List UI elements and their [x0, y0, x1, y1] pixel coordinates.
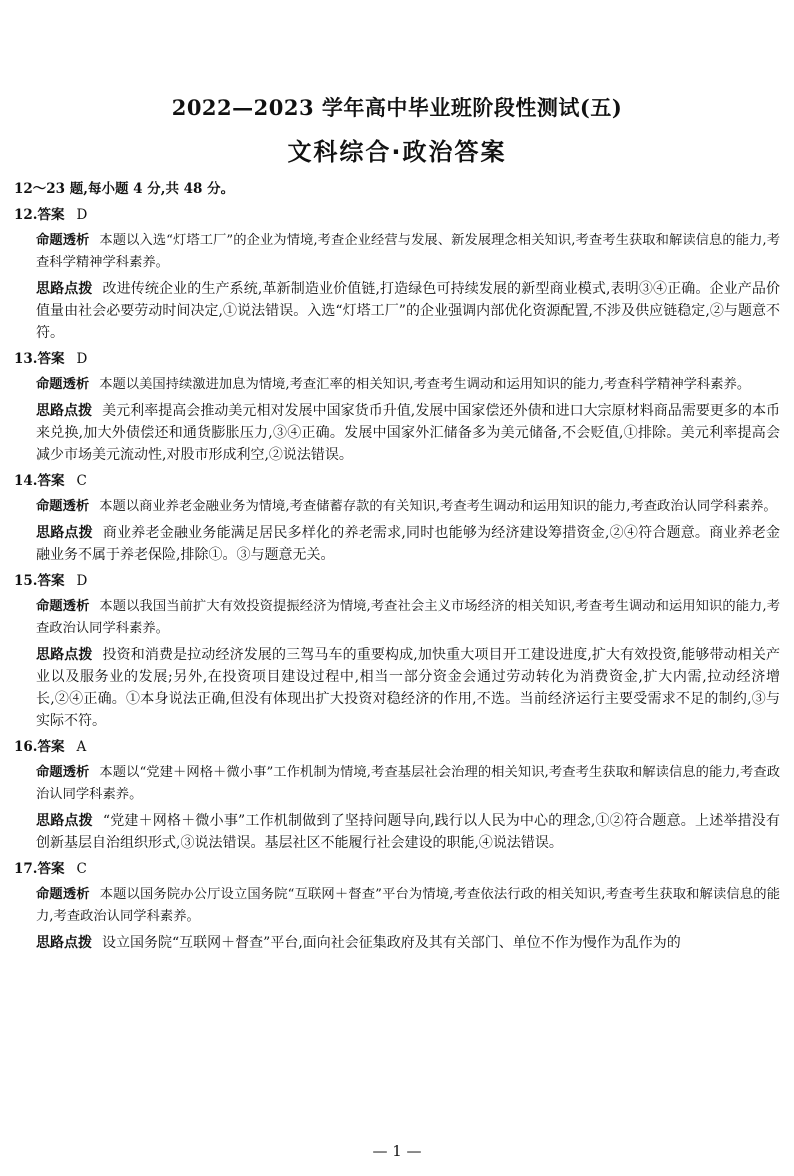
hint-paragraph	[36, 278, 780, 344]
analysis-label: 命题透析	[36, 887, 90, 902]
hint-label: 思路点拨	[36, 935, 92, 951]
answer-choice: D	[76, 207, 88, 223]
hint-label: 思路点拨	[36, 647, 93, 663]
question-list	[14, 204, 780, 954]
analysis-paragraph	[36, 230, 780, 274]
analysis-paragraph	[36, 884, 780, 928]
hint-paragraph	[36, 400, 780, 466]
question-answer-line	[14, 470, 780, 492]
analysis-label: 命题透析	[36, 377, 90, 392]
analysis-label: 命题透析	[36, 599, 90, 614]
answer-label: 答案	[37, 473, 65, 489]
question-block	[14, 736, 780, 854]
exam-subtitle: 文科综合·政治答案	[287, 138, 507, 166]
scoring-intro: 12～23 题,每小题 4 分,共 48 分。	[14, 181, 235, 197]
hint-label: 思路点拨	[36, 813, 93, 829]
question-answer-line	[14, 348, 780, 370]
answer-label: 答案	[37, 207, 65, 223]
analysis-label: 命题透析	[36, 499, 90, 514]
question-answer-line	[14, 736, 780, 758]
question-number: 16.	[14, 739, 38, 755]
answer-label: 答案	[37, 739, 65, 755]
analysis-text: 本题以美国持续激进加息为情境,考查汇率的相关知识,考查考生调动和运用知识的能力,考查科学精神学科素养。	[99, 377, 751, 392]
answer-choice: C	[76, 861, 87, 877]
hint-text: 投资和消费是拉动经济发展的三驾马车的重要构成,加快重大项目开工建设进度,扩大有效投资,能够带动相关产业以及服务业的发展;另外,在投资项目建设过程中,相当一部分资金会通过劳动转化为消费资金,扩大内需,拉动经济增长,②④正确。①本身说法正确,但没有体现出扩大投资对稳经济的作用,不选。当前经济运行主要受需求不足的制约,③与实际不符。	[36, 647, 781, 729]
hint-paragraph	[36, 810, 780, 854]
answer-choice: C	[76, 473, 87, 489]
answer-label: 答案	[37, 351, 65, 367]
question-answer-line	[14, 570, 780, 592]
answer-label: 答案	[37, 573, 65, 589]
question-answer-line	[14, 858, 780, 880]
question-number: 17.	[14, 861, 38, 877]
analysis-label: 命题透析	[36, 765, 90, 780]
analysis-paragraph	[36, 762, 780, 806]
hint-paragraph	[36, 522, 780, 566]
question-number: 12.	[14, 207, 38, 223]
hint-label: 思路点拨	[36, 525, 93, 541]
question-number: 15.	[14, 573, 38, 589]
exam-title: 2022—2023 学年高中毕业班阶段性测试(五)	[171, 95, 623, 120]
hint-paragraph	[36, 932, 780, 954]
analysis-text: 本题以“党建＋网格＋微小事”工作机制为情境,考查基层社会治理的相关知识,考查考生获取和解读信息的能力,考查政治认同学科素养。	[36, 765, 781, 802]
hint-text: “党建＋网格＋微小事”工作机制做到了坚持问题导向,践行以人民为中心的理念,①②符合题意。上述举措没有创新基层自治组织形式,③说法错误。基层社区不能履行社会建设的职能,④说法错误。	[36, 813, 781, 851]
analysis-text: 本题以国务院办公厅设立国务院“互联网＋督查”平台为情境,考查依法行政的相关知识,考查考生获取和解读信息的能力,考查政治认同学科素养。	[36, 887, 780, 924]
hint-text: 美元利率提高会推动美元相对发展中国家货币升值,发展中国家偿还外债和进口大宗原材料商品需要更多的本币来兑换,加大外债偿还和通货膨胀压力,③④正确。发展中国家外汇储备多为美元储备,不会贬值,①排除。美元利率提高会减少市场美元流动性,对股市形成利空,②说法错误。	[36, 403, 781, 463]
hint-text: 改进传统企业的生产系统,革新制造业价值链,打造绿色可持续发展的新型商业模式,表明③④正确。企业产品价值量由社会必要劳动时间决定,①说法错误。入选“灯塔工厂”的企业强调内部优化资源配置,不涉及供应链稳定,②与题意不符。	[36, 281, 781, 341]
hint-text: 设立国务院“互联网＋督查”平台,面向社会征集政府及其有关部门、单位不作为慢作为乱作为的	[102, 935, 681, 951]
analysis-label: 命题透析	[36, 233, 90, 248]
question-number: 14.	[14, 473, 38, 489]
analysis-text: 本题以我国当前扩大有效投资提振经济为情境,考查社会主义市场经济的相关知识,考查考生调动和运用知识的能力,考查政治认同学科素养。	[36, 599, 780, 636]
analysis-paragraph	[36, 496, 780, 518]
question-block	[14, 204, 780, 344]
question-block	[14, 570, 780, 732]
question-number: 13.	[14, 351, 38, 367]
analysis-text: 本题以入选“灯塔工厂”的企业为情境,考查企业经营与发展、新发展理念相关知识,考查考生获取和解读信息的能力,考查科学精神学科素养。	[36, 233, 781, 270]
question-block	[14, 858, 780, 954]
hint-label: 思路点拨	[36, 281, 93, 297]
analysis-paragraph	[36, 374, 780, 396]
answer-label: 答案	[37, 861, 65, 877]
page-number: — 1 —	[372, 1142, 422, 1160]
analysis-text: 本题以商业养老金融业务为情境,考查储蓄存款的有关知识,考查考生调动和运用知识的能力,考查政治认同学科素养。	[99, 499, 777, 514]
hint-paragraph	[36, 644, 780, 732]
answer-choice: A	[76, 739, 87, 755]
question-answer-line	[14, 204, 780, 226]
answer-choice: D	[76, 573, 88, 589]
question-block	[14, 470, 780, 566]
question-block	[14, 348, 780, 466]
answer-content	[14, 178, 780, 958]
hint-label: 思路点拨	[36, 403, 93, 419]
answer-choice: D	[76, 351, 88, 367]
analysis-paragraph	[36, 596, 780, 640]
hint-text: 商业养老金融业务能满足居民多样化的养老需求,同时也能够为经济建设筹措资金,②④符合题意。商业养老金融业务不属于养老保险,排除①。③与题意无关。	[36, 525, 780, 563]
